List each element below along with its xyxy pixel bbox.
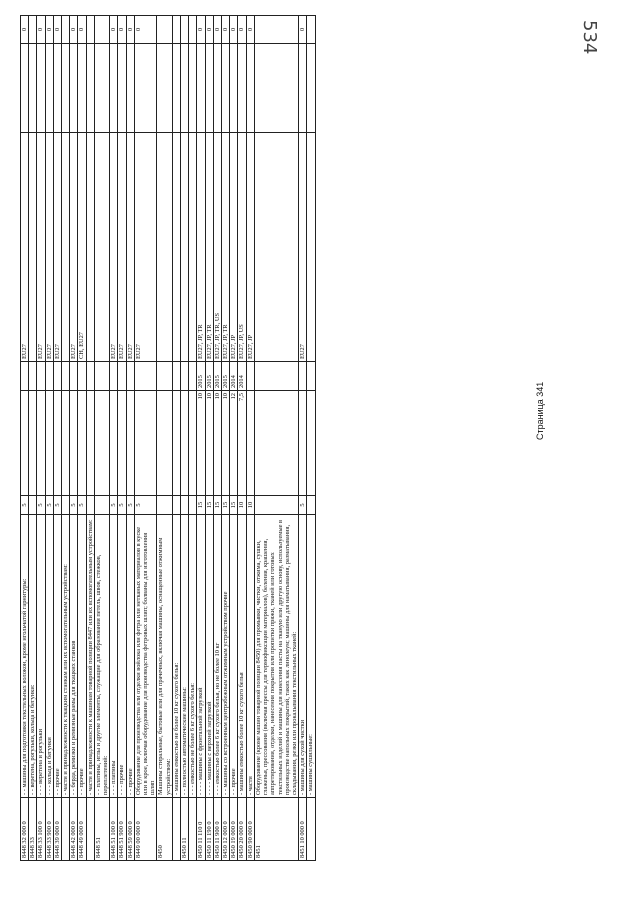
table-row [197, 16, 205, 861]
cell-cty: EU27 [37, 133, 45, 362]
cell-cty: EU27, JP, TR, US [213, 133, 221, 362]
cell-desc: - - платины, иглы и другие элементы, служащие для образования петель, швов, стежков, переплетений: [94, 515, 109, 798]
cell-code: 8450 11 190 0 [205, 798, 213, 861]
cell-desc: - - - прочие [118, 515, 126, 798]
cell-code: 8450 11 [181, 798, 189, 861]
cell-cty: EU27 [126, 133, 134, 362]
cell-r2 [94, 391, 109, 496]
cell-year [254, 362, 298, 391]
cell-desc: - машины для сухой чистки [299, 515, 307, 798]
cell-rate [62, 496, 70, 515]
cell-r2: 10 [213, 391, 221, 496]
cell-cty: EU27, JP, US [238, 133, 246, 362]
cell-fin [94, 16, 109, 44]
cell-rate: 10 [246, 496, 254, 515]
cell-year [172, 362, 180, 391]
table-row [238, 16, 246, 861]
cell-fin [181, 16, 189, 44]
cell-code: 8451 [254, 798, 298, 861]
cell-desc: - - прочие [126, 515, 134, 798]
cell-cty [307, 133, 315, 362]
cell-empty [181, 44, 189, 133]
table-row [189, 16, 197, 861]
cell-empty [222, 44, 230, 133]
table-row [230, 16, 238, 861]
cell-empty [118, 44, 126, 133]
cell-cty: EU27, JP [246, 133, 254, 362]
table-row [118, 16, 126, 861]
cell-desc: - - - емкостью не более 6 кг сухого белья: [189, 515, 197, 798]
cell-desc: - машины сушильные: [307, 515, 315, 798]
cell-rate: 5 [134, 496, 157, 515]
cell-desc: - - - кольца и бегунки [45, 515, 53, 798]
cell-r2 [29, 391, 37, 496]
table-row [53, 16, 61, 861]
cell-desc: - - - платины [110, 515, 118, 798]
cell-rate: 5 [45, 496, 53, 515]
cell-desc: - - прочие [53, 515, 61, 798]
cell-cty: EU27, JP [230, 133, 238, 362]
cell-empty [70, 44, 78, 133]
cell-empty [246, 44, 254, 133]
table-row [134, 16, 157, 861]
cell-empty [45, 44, 53, 133]
cell-empty [37, 44, 45, 133]
cell-r2: 7,5 [238, 391, 246, 496]
table-row [78, 16, 86, 861]
cell-r2 [307, 391, 315, 496]
cell-desc: - машины емкостью не более 10 кг сухого белья: [172, 515, 180, 798]
cell-year: 2015 [213, 362, 221, 391]
cell-empty [213, 44, 221, 133]
table-row [299, 16, 307, 861]
tariff-table-body [21, 16, 316, 861]
table-row [157, 16, 172, 861]
cell-code: 8448 33 100 0 [37, 798, 45, 861]
cell-year [181, 362, 189, 391]
cell-desc: - - - емкостью более 6 кг сухого белья, но не более 10 кг [213, 515, 221, 798]
cell-code: 8448 39 000 0 [53, 798, 61, 861]
cell-rate [181, 496, 189, 515]
cell-r2 [189, 391, 197, 496]
table-row [222, 16, 230, 861]
cell-r2 [157, 391, 172, 496]
cell-desc: - - - веретена и рогульки [37, 515, 45, 798]
cell-fin [86, 16, 94, 44]
cell-cty [181, 133, 189, 362]
cell-desc: - - полностью автоматические машины: [181, 515, 189, 798]
cell-cty: EU27 [299, 133, 307, 362]
cell-cty: EU27 [118, 133, 126, 362]
cell-year: 2014 [230, 362, 238, 391]
cell-rate: 15 [222, 496, 230, 515]
table-row [205, 16, 213, 861]
cell-code: 8448 42 000 0 [70, 798, 78, 861]
cell-cty [189, 133, 197, 362]
table-row [126, 16, 134, 861]
cell-desc: - - веретена, рогульки, кольца и бегунки: [29, 515, 37, 798]
cell-desc: - - машины для подготовки текстильных волокон, кроме игольчатой гарнитуры: [21, 515, 29, 798]
cell-fin: 0 [222, 16, 230, 44]
cell-cty [172, 133, 180, 362]
cell-rate [94, 496, 109, 515]
cell-fin: 0 [299, 16, 307, 44]
cell-empty [230, 44, 238, 133]
cell-fin: 0 [126, 16, 134, 44]
cell-rate: 15 [205, 496, 213, 515]
cell-fin: 0 [110, 16, 118, 44]
cell-r2 [45, 391, 53, 496]
cell-fin: 0 [205, 16, 213, 44]
cell-cty [157, 133, 172, 362]
cell-cty: EU27 [21, 133, 29, 362]
cell-cty [86, 133, 94, 362]
cell-year [21, 362, 29, 391]
table-row [45, 16, 53, 861]
cell-fin: 0 [37, 16, 45, 44]
cell-empty [238, 44, 246, 133]
cell-fin [29, 16, 37, 44]
cell-cty [62, 133, 70, 362]
cell-fin: 0 [134, 16, 157, 44]
table-row [172, 16, 180, 861]
cell-year [62, 362, 70, 391]
cell-rate: 5 [37, 496, 45, 515]
cell-code: 8448 49 000 0 [78, 798, 86, 861]
cell-rate [86, 496, 94, 515]
table-row [86, 16, 94, 861]
cell-code: 8448 33 900 0 [45, 798, 53, 861]
cell-cty: EU27 [110, 133, 118, 362]
cell-year [134, 362, 157, 391]
cell-rate [29, 496, 37, 515]
cell-year [78, 362, 86, 391]
cell-fin: 0 [230, 16, 238, 44]
cell-r2 [254, 391, 298, 496]
cell-r2 [70, 391, 78, 496]
cell-code: 8450 [157, 798, 172, 861]
cell-rate [254, 496, 298, 515]
page-label: Страница 341 [535, 381, 545, 440]
cell-year [307, 362, 315, 391]
cell-year [189, 362, 197, 391]
table-row [29, 16, 37, 861]
cell-empty [94, 44, 109, 133]
cell-fin: 0 [78, 16, 86, 44]
cell-r2 [78, 391, 86, 496]
cell-empty [189, 44, 197, 133]
cell-desc: - - берда, ремизки и ремизные рамы для ткацких станков [70, 515, 78, 798]
cell-code: 8448 51 [94, 798, 109, 861]
cell-empty [86, 44, 94, 133]
cell-year [29, 362, 37, 391]
cell-year [157, 362, 172, 391]
cell-fin [307, 16, 315, 44]
cell-code: 8450 11 110 0 [197, 798, 205, 861]
cell-desc: - - - - машины с верхней загрузкой [205, 515, 213, 798]
cell-code: 8450 12 000 0 [222, 798, 230, 861]
cell-fin: 0 [118, 16, 126, 44]
cell-rate: 10 [238, 496, 246, 515]
table-row [246, 16, 254, 861]
cell-empty [29, 44, 37, 133]
cell-empty [126, 44, 134, 133]
cell-fin [254, 16, 298, 44]
cell-year [299, 362, 307, 391]
cell-r2: 10 [197, 391, 205, 496]
cell-rate: 15 [230, 496, 238, 515]
table-row [70, 16, 78, 861]
cell-cty: EU27 [134, 133, 157, 362]
cell-cty: EU27 [70, 133, 78, 362]
cell-fin [62, 16, 70, 44]
cell-code [189, 798, 197, 861]
cell-cty [29, 133, 37, 362]
table-row [254, 16, 298, 861]
cell-fin [172, 16, 180, 44]
cell-rate: 5 [126, 496, 134, 515]
cell-r2 [246, 391, 254, 496]
cell-empty [110, 44, 118, 133]
cell-r2 [172, 391, 180, 496]
cell-empty [78, 44, 86, 133]
cell-rate: 5 [299, 496, 307, 515]
cell-empty [53, 44, 61, 133]
cell-empty [21, 44, 29, 133]
cell-cty: EU27 [45, 133, 53, 362]
table-row [62, 16, 70, 861]
cell-year [86, 362, 94, 391]
cell-r2 [86, 391, 94, 496]
cell-empty [62, 44, 70, 133]
cell-rate: 5 [78, 496, 86, 515]
cell-empty [299, 44, 307, 133]
table-row [37, 16, 45, 861]
cell-fin: 0 [246, 16, 254, 44]
cell-code: 8450 11 900 0 [213, 798, 221, 861]
cell-rate: 5 [53, 496, 61, 515]
tariff-table [20, 15, 316, 861]
cell-code: 8448 32 000 0 [21, 798, 29, 861]
cell-year [110, 362, 118, 391]
cell-code [307, 798, 315, 861]
cell-rate: 15 [197, 496, 205, 515]
cell-fin: 0 [45, 16, 53, 44]
cell-rate [307, 496, 315, 515]
cell-fin [189, 16, 197, 44]
cell-empty [172, 44, 180, 133]
cell-rate: 15 [213, 496, 221, 515]
cell-fin: 0 [238, 16, 246, 44]
cell-year [94, 362, 109, 391]
cell-fin: 0 [21, 16, 29, 44]
cell-year [126, 362, 134, 391]
cell-rate: 5 [118, 496, 126, 515]
cell-year [70, 362, 78, 391]
cell-cty [254, 133, 298, 362]
cell-empty [254, 44, 298, 133]
cell-r2 [126, 391, 134, 496]
cell-desc: - - - - машины с фронтальной загрузкой [197, 515, 205, 798]
cell-empty [307, 44, 315, 133]
cell-code: 8450 19 000 0 [230, 798, 238, 861]
cell-r2 [62, 391, 70, 496]
table-row [94, 16, 109, 861]
cell-rate [172, 496, 180, 515]
cell-year [37, 362, 45, 391]
cell-rate: 5 [70, 496, 78, 515]
cell-code [172, 798, 180, 861]
cell-rate [157, 496, 172, 515]
cell-fin: 0 [213, 16, 221, 44]
cell-cty: EU27, JP, TR [222, 133, 230, 362]
cell-rate [189, 496, 197, 515]
cell-desc: Оборудование для производства или отделки войлока или фетра или нетканых материалов в куске или в крое, включая оборудование для производства фетровых шляп; болваны для изготовления шляп [134, 515, 157, 798]
cell-empty [157, 44, 172, 133]
cell-empty [205, 44, 213, 133]
cell-cty: EU27, JP, TR [205, 133, 213, 362]
cell-year [45, 362, 53, 391]
cell-code: 8448 51 900 0 [118, 798, 126, 861]
cell-r2: 12 [230, 391, 238, 496]
cell-rate: 5 [110, 496, 118, 515]
handwritten-page-stamp: 534 [579, 20, 600, 55]
cell-year: 2015 [222, 362, 230, 391]
cell-code: 8449 00 000 0 [134, 798, 157, 861]
cell-r2 [110, 391, 118, 496]
cell-fin: 0 [197, 16, 205, 44]
cell-cty [94, 133, 109, 362]
cell-rate: 5 [21, 496, 29, 515]
cell-r2 [134, 391, 157, 496]
cell-r2 [37, 391, 45, 496]
cell-year: 2015 [205, 362, 213, 391]
cell-cty: EU27, JP, TR [197, 133, 205, 362]
cell-fin [157, 16, 172, 44]
cell-r2 [118, 391, 126, 496]
cell-year [53, 362, 61, 391]
cell-empty [197, 44, 205, 133]
cell-desc: - части и принадлежности к ткацким станкам или их вспомогательным устройствам: [62, 515, 70, 798]
cell-year [246, 362, 254, 391]
cell-code [86, 798, 94, 861]
cell-fin: 0 [70, 16, 78, 44]
cell-desc: - - машины со встроенным центробежным отжимным устройством прочие [222, 515, 230, 798]
cell-desc: - - прочие [78, 515, 86, 798]
cell-cty: EU27 [53, 133, 61, 362]
cell-code [62, 798, 70, 861]
cell-empty [134, 44, 157, 133]
table-row [110, 16, 118, 861]
cell-code: 8451 10 000 0 [299, 798, 307, 861]
cell-r2 [53, 391, 61, 496]
table-row [181, 16, 189, 861]
cell-code: 8448 59 000 0 [126, 798, 134, 861]
cell-year [118, 362, 126, 391]
table-row [213, 16, 221, 861]
cell-desc: - - прочие [230, 515, 238, 798]
cell-code: 8450 90 000 0 [246, 798, 254, 861]
cell-r2 [299, 391, 307, 496]
cell-code: 8450 20 000 0 [238, 798, 246, 861]
table-row [21, 16, 29, 861]
cell-code: 8448 33 [29, 798, 37, 861]
cell-cty: CH, EU27 [78, 133, 86, 362]
cell-r2 [181, 391, 189, 496]
cell-desc: Оборудование (кроме машин товарной позиции 8450) для промывки, чистки, отжима, сушки, глаженья, прессования (включая прессы для термофиксации материалов), беления, крашения, аппретирования, отделки, нанесения покрытия или пропитки пряжи, тканей или готовых текстильных изделий и машины для нанесения пасты на тканую или другую основу, используемые в производстве напольных покрытий, таких как линолеум; машины для наматывания, разматывания, складывания, резки или прокалывания текстильных тканей: [254, 515, 298, 798]
cell-code: 8448 51 100 0 [110, 798, 118, 861]
cell-desc: Машины стиральные, бытовые или для прачечных, включая машины, оснащенные отжимным устройством: [157, 515, 172, 798]
cell-desc: - части [246, 515, 254, 798]
cell-r2: 10 [222, 391, 230, 496]
cell-r2 [21, 391, 29, 496]
cell-year: 2014 [238, 362, 246, 391]
cell-desc: - машины емкостью более 10 кг сухого белья [238, 515, 246, 798]
cell-fin: 0 [53, 16, 61, 44]
cell-year: 2015 [197, 362, 205, 391]
cell-r2: 10 [205, 391, 213, 496]
table-row [307, 16, 315, 861]
cell-desc: - части и принадлежности к машинам товарной позиции 8447 или их вспомогательным устройствам: [86, 515, 94, 798]
